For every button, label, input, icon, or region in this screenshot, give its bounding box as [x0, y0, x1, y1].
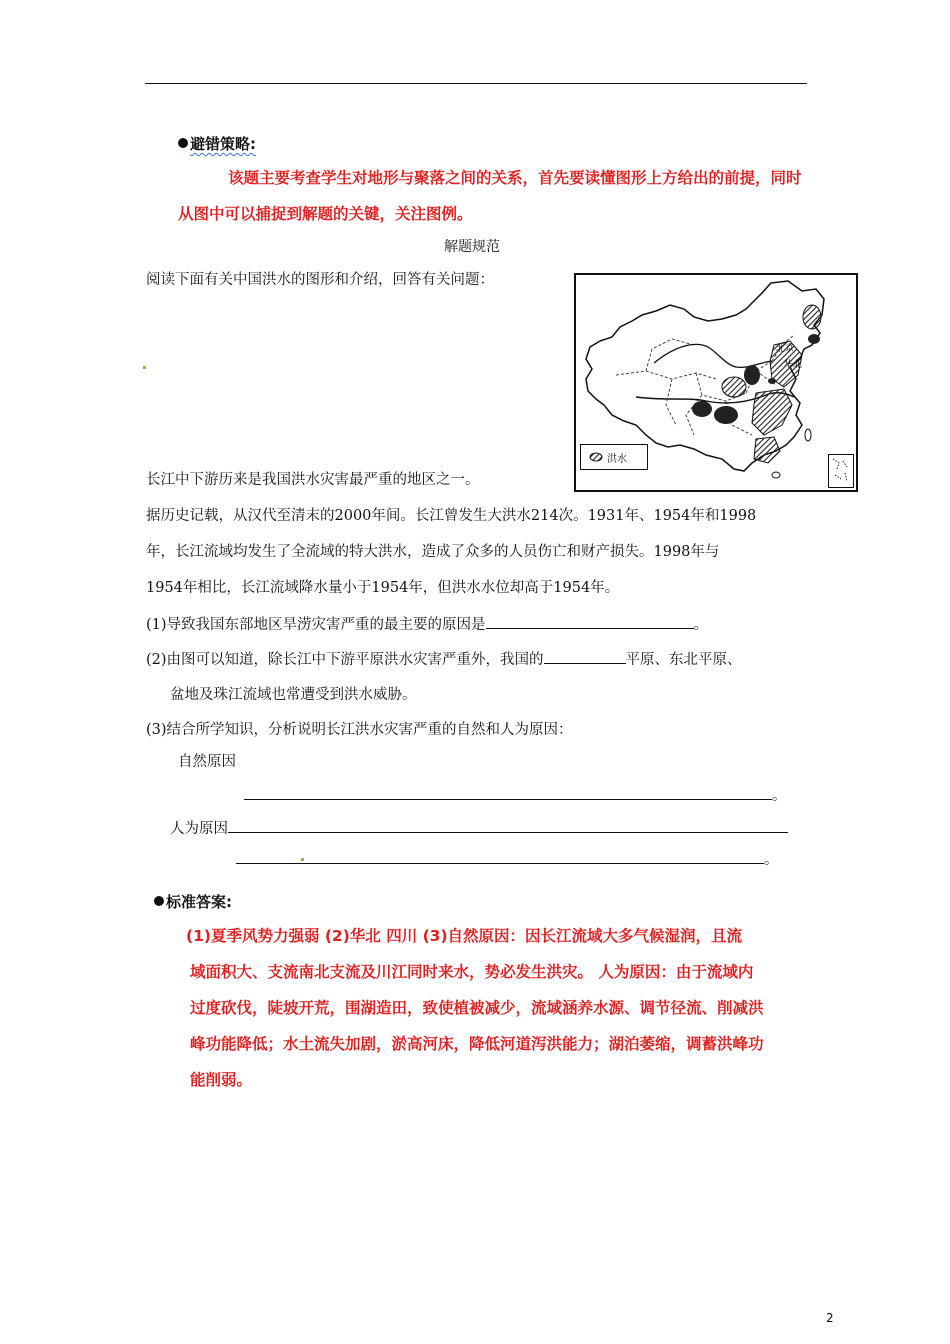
answer-line-2: 域面积大、支流南北支流及川江同时来水，势必发生洪灾。 人为原因：由于流域内	[190, 963, 754, 981]
natural-reason-label: 自然原因	[178, 754, 236, 770]
passage-line-4: 1954年相比，长江流域降水量小于1954年，但洪水水位却高于1954年。	[146, 580, 620, 596]
map-label-huabei: 华北	[784, 360, 803, 370]
flood-legend-icon	[589, 452, 603, 462]
answer-heading: 标准答案:	[154, 891, 232, 912]
strategy-line-2: 从图中可以捕捉到解题的关键，关注图例。	[178, 205, 473, 223]
question-2: (2)由图可以知道，除长江中下游平原洪水灾害严重外，我国的 平原、东北平原、	[146, 649, 742, 670]
human-reason-line-2: 。	[236, 849, 779, 870]
human-reason-row: 人为原因	[170, 818, 788, 839]
human-reason-blank-1[interactable]	[228, 818, 788, 833]
answer-blank-1[interactable]	[486, 614, 694, 629]
section-title: 解题规范	[444, 239, 500, 255]
answer-line-5: 能削弱。	[190, 1071, 253, 1089]
intro-text: 阅读下面有关中国洪水的图形和介绍，回答有关问题：	[146, 272, 494, 288]
header-rule	[145, 83, 807, 84]
south-sea-islands-icon	[829, 455, 851, 485]
legend-label: 洪水	[607, 454, 627, 465]
natural-reason-line: 。	[244, 785, 787, 806]
answer-line-4: 峰功能降低；水土流失加剧，淤高河床，降低河道泻洪能力；湖泊萎缩，调蓄洪峰功	[190, 1035, 764, 1053]
passage-line-1: 长江中下游历来是我国洪水灾害最严重的地区之一。	[146, 472, 480, 488]
answer-line-1: (1)夏季风势力强弱 (2)华北 四川 (3)自然原因：因长江流域大多气候湿润，且流	[186, 927, 743, 945]
china-flood-map	[574, 273, 858, 492]
passage-line-2: 据历史记载，从汉代至清末的2000年间。长江曾发生大洪水214次。1931年、1954年和1998	[146, 508, 757, 524]
south-sea-inset	[828, 454, 854, 488]
map-legend	[580, 444, 648, 470]
passage-line-3: 年，长江流域均发生了全流域的特大洪水，造成了众多的人员伤亡和财产损失。1998年与	[146, 544, 720, 560]
map-label-beijing: 北京	[776, 344, 795, 354]
strategy-line-1: 该题主要考查学生对地形与聚落之间的关系，首先要读懂图形上方给出的前提，同时	[228, 169, 802, 187]
question-2-line-2: 盆地及珠江流域也常遭受到洪水威胁。	[170, 687, 417, 703]
bullet-icon	[154, 896, 164, 906]
human-reason-blank-2[interactable]	[236, 849, 764, 864]
speck	[301, 858, 304, 861]
answer-blank-2[interactable]	[544, 649, 626, 664]
answer-line-3: 过度砍伐，陡坡开荒，围湖造田，致使植被减少，流域涵养水源、调节径流、削减洪	[190, 999, 764, 1017]
speck	[143, 366, 146, 369]
question-3: (3)结合所学知识，分析说明长江洪水灾害严重的自然和人为原因：	[146, 722, 573, 738]
question-1: (1)导致我国东部地区旱涝灾害严重的最主要的原因是 。	[146, 614, 708, 635]
natural-reason-blank[interactable]	[244, 785, 772, 800]
bullet-icon	[178, 138, 188, 148]
page-number: 2	[826, 1311, 834, 1325]
strategy-heading: 避错策略:	[178, 133, 256, 154]
